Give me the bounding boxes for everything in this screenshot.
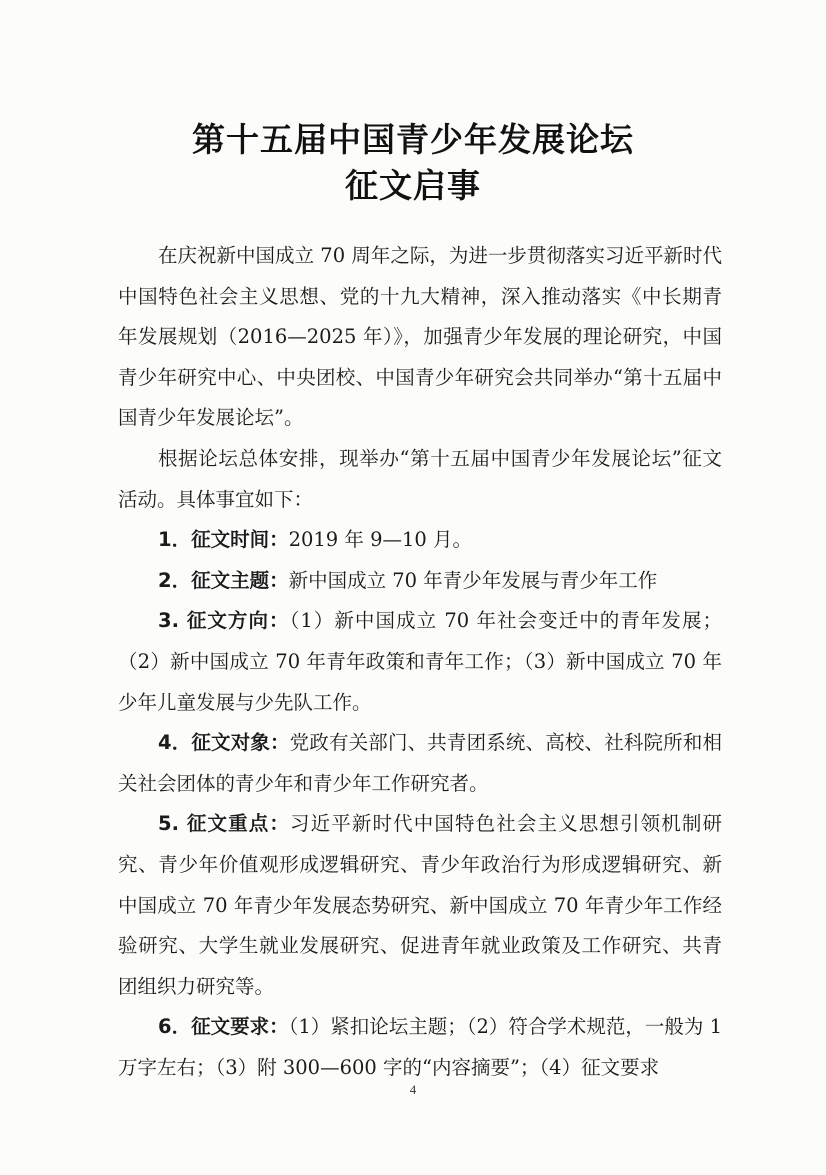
item-label: 5. 征文重点： bbox=[158, 812, 291, 836]
item-label: 6．征文要求： bbox=[158, 1015, 289, 1039]
item-text: 习近平新时代中国特色社会主义思想引领机制研究、青少年价值观形成逻辑研究、青少年政治行为形成逻辑研究、新中国成立 70 年青少年发展态势研究、新中国成立 70 年青少年工作经验研究、大学生就业发展研究、促进青年就业政策及工作研究、共青团组织力研究等。 bbox=[118, 812, 722, 998]
item-text: 新中国成立 70 年青少年发展与青少年工作 bbox=[288, 568, 658, 592]
item-audience bbox=[118, 723, 722, 804]
arrangement-paragraph: 根据论坛总体安排，现举办“第十五届中国青少年发展论坛”征文活动。具体事宜如下： bbox=[118, 446, 722, 511]
item-focus bbox=[118, 804, 722, 1007]
page-number: 4 bbox=[409, 1082, 417, 1097]
item-requirements bbox=[118, 1007, 722, 1088]
item-direction bbox=[118, 601, 722, 723]
item-label: 2．征文主题： bbox=[158, 568, 289, 592]
item-theme bbox=[118, 561, 722, 602]
document-subtitle: 征文启事 bbox=[345, 166, 481, 205]
document-body bbox=[118, 236, 722, 1088]
item-text: （1）紧扣论坛主题；（2）符合学术规范，一般为 1 万字左右；（3）附 300—600 字的“内容摘要”；（4）征文要求 bbox=[118, 1015, 722, 1079]
item-label: 3. 征文方向： bbox=[158, 609, 290, 633]
document-title: 第十五届中国青少年发展论坛 bbox=[192, 120, 634, 159]
item-time bbox=[118, 520, 722, 561]
item-text: 党政有关部门、共青团系统、高校、社科院所和相关社会团体的青少年和青少年工作研究者。 bbox=[118, 731, 722, 795]
item-label: 1．征文时间： bbox=[158, 528, 289, 552]
intro-paragraph: 在庆祝新中国成立 70 周年之际，为进一步贯彻落实习近平新时代中国特色社会主义思想、党的十九大精神，深入推动落实《中长期青年发展规划（2016—2025 年）》，加强青少年发展的理论研究，中国青少年研究中心、中央团校、中国青少年研究会共同举办“第十五届中国青少年发展论坛”。 bbox=[118, 244, 722, 430]
item-text: （1）新中国成立 70 年社会变迁中的青年发展；（2）新中国成立 70 年青年政策和青年工作；（3）新中国成立 70 年少年儿童发展与少先队工作。 bbox=[118, 609, 723, 714]
item-label: 4．征文对象： bbox=[158, 731, 290, 755]
item-text: 2019 年 9—10 月。 bbox=[288, 528, 473, 552]
